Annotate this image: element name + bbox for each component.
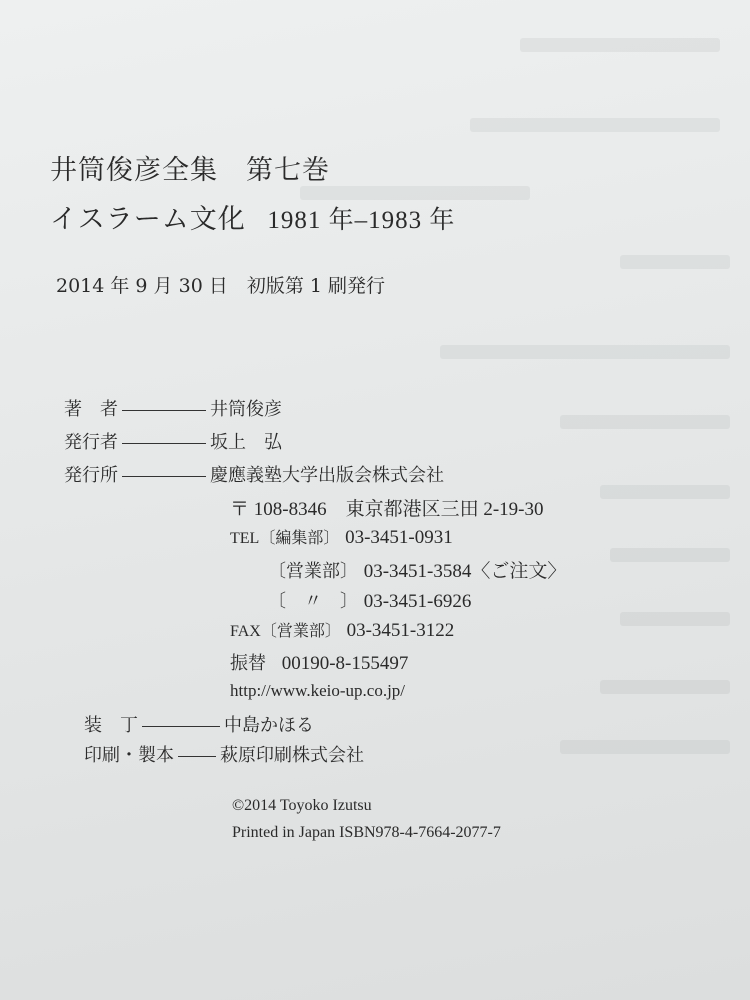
tel-label: TEL〔編集部〕: [230, 530, 340, 547]
address: 〒 108-8346 東京都港区三田 2-19-30: [230, 499, 544, 520]
publisher-label: 発行所: [64, 465, 118, 486]
binding-label: 装 丁: [84, 715, 138, 736]
volume-subtitle: イスラーム文化: [50, 204, 246, 235]
publisher-name: 慶應義塾大学出版会株式会社: [210, 465, 444, 486]
fax-row: [230, 618, 454, 642]
copyright: ©2014 Toyoko Izutsu: [232, 797, 372, 814]
transfer-label: 振替: [230, 653, 266, 674]
fax-label: FAX〔営業部〕: [230, 623, 341, 640]
publisher-person-row: [64, 428, 282, 454]
tel-sales-label: 〔営業部〕: [268, 561, 358, 582]
transfer-number: 00190-8-155497: [281, 653, 409, 674]
printing-label: 印刷・製本: [84, 745, 174, 766]
tel-ditto: 03-3451-6926: [363, 591, 472, 612]
tel-ditto-label: 〔 〃 〕: [268, 591, 358, 612]
publisher-row: [64, 461, 444, 487]
tel-editorial-row: [230, 525, 453, 549]
printing-name: 萩原印刷株式会社: [220, 745, 364, 766]
leader-line: [122, 443, 206, 444]
tel-ditto-row: [268, 587, 471, 613]
publisher-person-name: 坂上 弘: [210, 432, 282, 453]
fax-number: 03-3451-3122: [346, 620, 455, 641]
leader-line: [122, 410, 206, 411]
publication-date: 2014 年 9 月 30 日 初版第 1 刷発行: [56, 275, 385, 297]
tel-sales-row: [268, 556, 566, 583]
printing-row: [84, 741, 364, 767]
leader-line: [142, 726, 220, 727]
transfer-row: [230, 649, 408, 675]
binding-name: 中島かほる: [224, 715, 314, 736]
leader-line: [178, 756, 216, 757]
leader-line: [122, 476, 206, 477]
author-name: 井筒俊彦: [210, 399, 282, 420]
series-title: 井筒俊彦全集 第七巻: [50, 155, 330, 186]
tel-sales: 03-3451-3584〈ご注文〉: [363, 561, 567, 582]
volume-years: 1981 年–1983 年: [267, 207, 456, 234]
website-url: http://www.keio-up.co.jp/: [230, 681, 406, 700]
author-row: [64, 395, 282, 421]
publisher-person-label: 発行者: [64, 432, 118, 453]
isbn-line: Printed in Japan ISBN978-4-7664-2077-7: [232, 824, 501, 841]
tel-editorial: 03-3451-0931: [345, 527, 453, 548]
author-label: 著 者: [64, 399, 118, 420]
binding-row: [84, 711, 314, 737]
volume-title: [50, 197, 455, 236]
